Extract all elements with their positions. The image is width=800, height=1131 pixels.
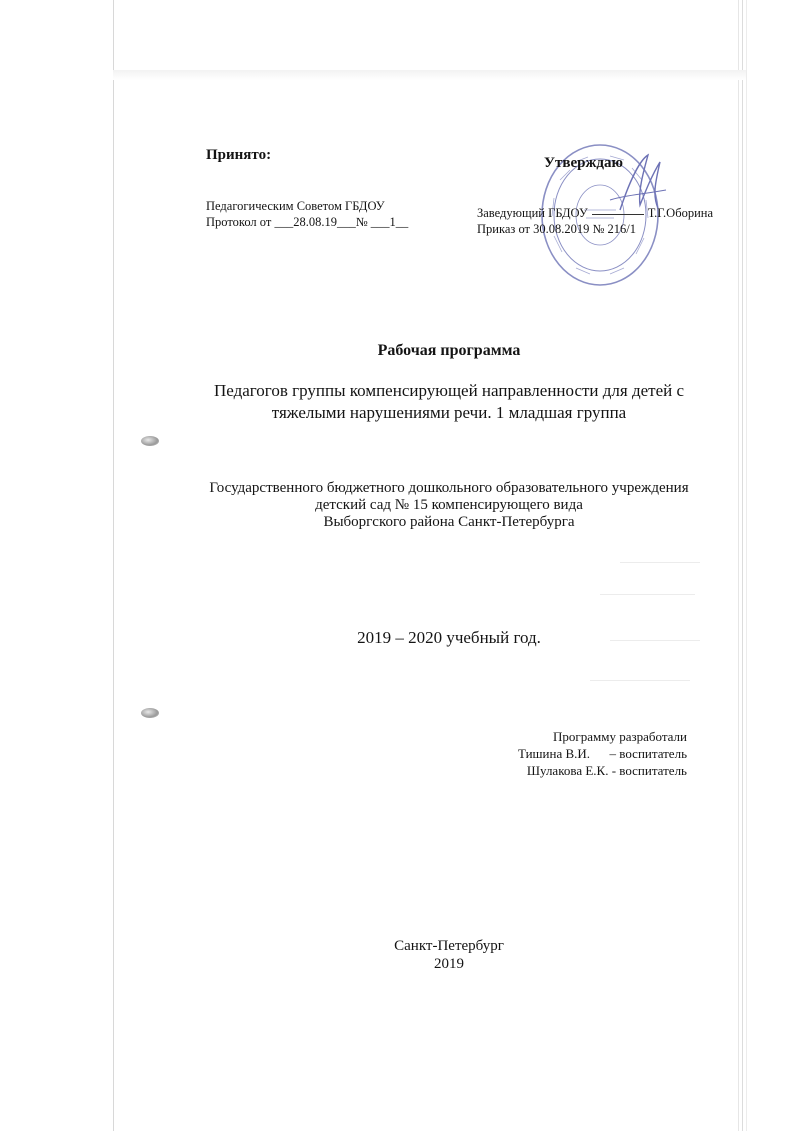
punch-hole <box>141 708 159 718</box>
accepted-heading: Принято: <box>206 147 272 163</box>
author-line: Тишина В.И. – воспитатель <box>517 746 687 761</box>
document-subtitle <box>113 380 785 424</box>
institution-block <box>113 480 785 531</box>
authors-block <box>518 728 687 779</box>
footer-block <box>113 937 785 973</box>
subtitle-line: Педагогов группы компенсирующей направленности для детей с <box>213 381 685 400</box>
document-title: Рабочая программа <box>377 342 521 359</box>
head-title: Заведующий ГБДОУ <box>477 206 588 220</box>
head-signature-line <box>477 206 713 221</box>
subtitle-line: тяжелыми нарушениями речи. 1 младшая группа <box>271 403 627 422</box>
scan-shadow <box>113 70 746 80</box>
footer-year: 2019 <box>434 956 464 972</box>
author-line: Шулакова Е.К. - воспитатель <box>526 763 687 778</box>
bleed-through <box>590 680 690 681</box>
approve-heading: Утверждаю <box>544 155 623 171</box>
council-line: Педагогическим Советом ГБДОУ <box>206 199 385 213</box>
institution-line: детский сад № 15 компенсирующего вида <box>315 497 583 513</box>
institution-line: Выборгского района Санкт-Петербурга <box>323 514 575 530</box>
academic-year: 2019 – 2020 учебный год. <box>357 628 541 647</box>
punch-hole <box>141 436 159 446</box>
authors-heading: Программу разработали <box>553 729 687 744</box>
order-line: Приказ от 30.08.2019 № 216/1 <box>477 222 637 236</box>
bleed-through <box>600 594 695 595</box>
bleed-through <box>620 562 700 563</box>
protocol-line: Протокол от ___28.08.19___№ ___1__ <box>206 215 409 229</box>
footer-city: Санкт-Петербург <box>394 938 504 954</box>
institution-line: Государственного бюджетного дошкольного образовательного учреждения <box>209 480 689 496</box>
head-name: Т.Г.Оборина <box>647 206 713 220</box>
signature-underline <box>592 214 644 215</box>
